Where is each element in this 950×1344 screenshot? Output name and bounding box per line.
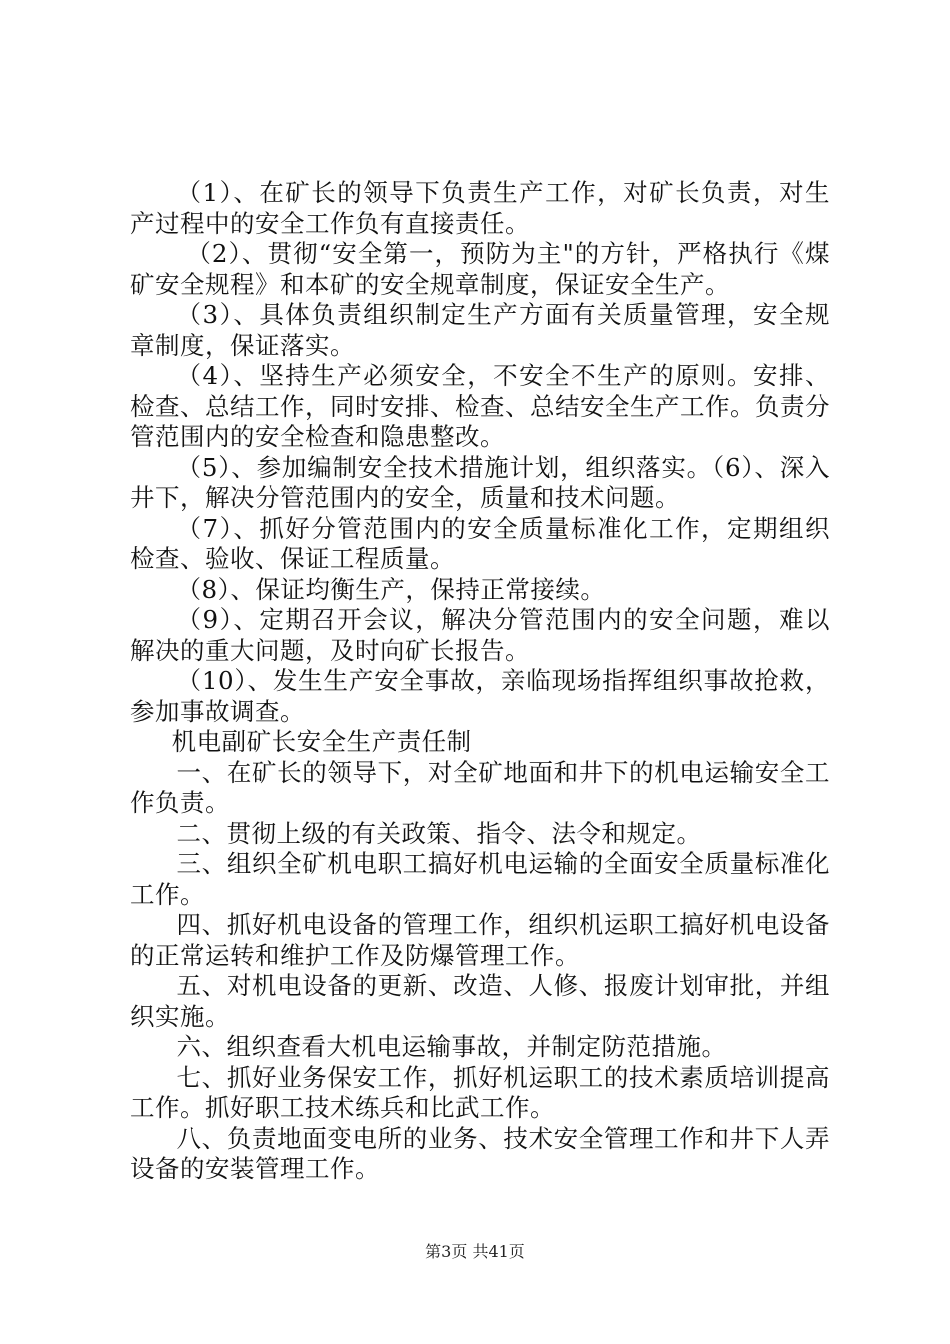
paragraph-4: （4）、坚持生产必须安全，不安全不生产的原则。安排、检查、总结工作，同时安排、检查、总结安全生产工作。负责分管范围内的安全检查和隐患整改。 [130, 361, 830, 451]
paragraph-15: 六、组织查看大机电运输事故，并制定防范措施。 [176, 1032, 727, 1061]
paragraph-6: （7）、抓好分管范围内的安全质量标准化工作，定期组织检查、验收、保证工程质量。 [130, 513, 830, 573]
paragraph-13: 四、抓好机电设备的管理工作，组织机运职工搞好机电设备的正常运转和维护工作及防爆管理工作。 [130, 910, 830, 970]
paragraph-5: （5）、参加编制安全技术措施计划，组织落实。（6）、深入井下，解决分管范围内的安全，质量和技术问题。 [130, 452, 830, 512]
paragraph-7: （8）、保证均衡生产，保持正常接续。 [176, 574, 606, 604]
paragraph-9: （10）、发生生产安全事故，亲临现场指挥组织事故抢救，参加事故调查。 [130, 666, 830, 726]
paragraph-11: 二、贯彻上级的有关政策、指令、法令和规定。 [176, 818, 702, 848]
paragraph-2: （2）、贯彻“安全第一，预防为主"的方针，严格执行《煤矿安全规程》和本矿的安全规章制度，保证安全生产。 [130, 239, 830, 299]
paragraph-8: （9）、定期召开会议，解决分管范围内的安全问题，难以解决的重大问题，及时向矿长报告。 [130, 605, 830, 665]
paragraph-12: 三、组织全矿机电职工搞好机电运输的全面安全质量标准化工作。 [130, 849, 830, 909]
paragraph-3: （3）、具体负责组织制定生产方面有关质量管理，安全规章制度，保证落实。 [130, 300, 830, 360]
paragraph-10: 一、在矿长的领导下，对全矿地面和井下的机电运输安全工作负责。 [130, 757, 830, 817]
document-body [130, 178, 830, 1185]
paragraph-16: 七、抓好业务保安工作，抓好机运职工的技术素质培训提高工作。抓好职工技术练兵和比武工作。 [130, 1062, 830, 1122]
section-heading: 机电副矿长安全生产责任制 [171, 727, 472, 756]
paragraph-17: 八、负责地面变电所的业务、技术安全管理工作和井下人弄设备的安装管理工作。 [130, 1123, 830, 1183]
page-footer [0, 1242, 950, 1262]
paragraph-1: （1）、在矿长的领导下负责生产工作，对矿长负责，对生产过程中的安全工作负有直接责任。 [130, 178, 830, 238]
paragraph-14: 五、对机电设备的更新、改造、人修、报废计划审批，并组织实施。 [130, 971, 830, 1031]
page-number-label: 第3页 共41页 [425, 1242, 525, 1261]
